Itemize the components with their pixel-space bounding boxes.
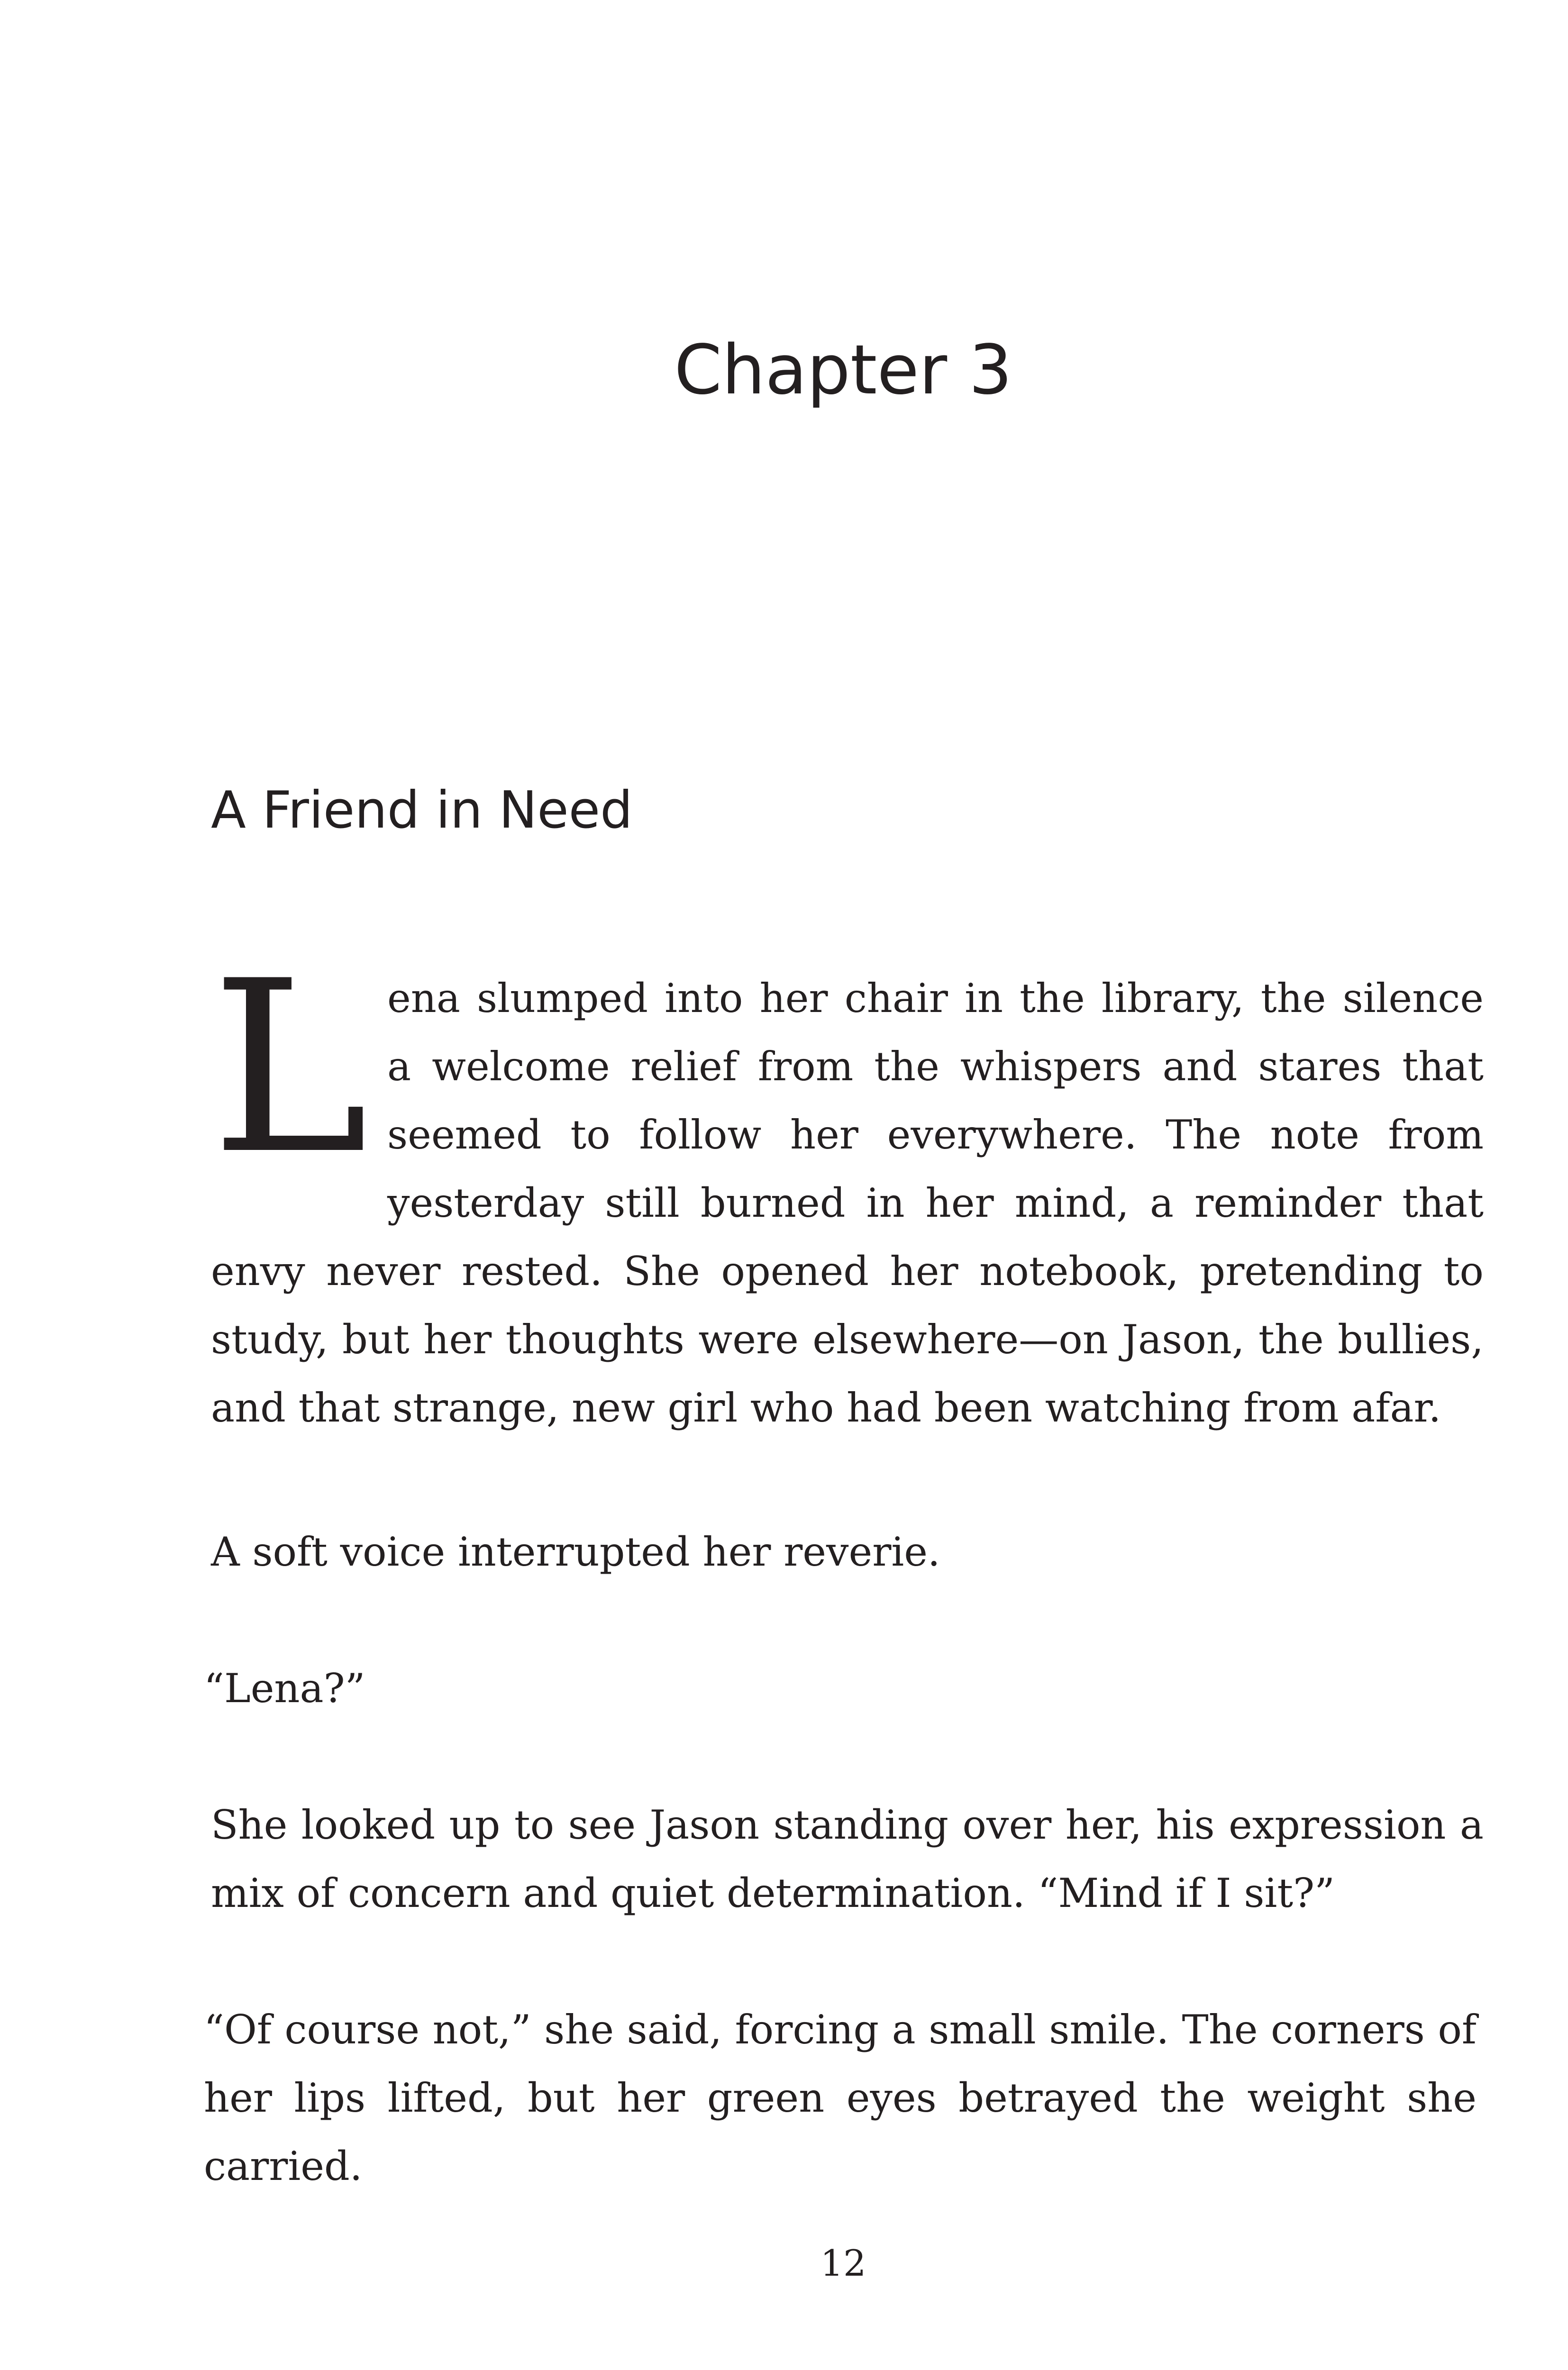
paragraph-1 <box>211 930 1484 1442</box>
paragraph-1-text: ena slumped into her chair in the library, the silence a welcome relief from the whispers and stares that seemed to follow her everywhere. The note from yesterday still burned in her mind, a reminder that envy never rested. She opened her notebook, pretending to study, but her thoughts were elsewhere—on Jason, the bullies, and that strange, new girl who had been watching from afar. <box>211 975 1484 1431</box>
section-title: A Friend in Need <box>211 781 633 840</box>
chapter-title: Chapter 3 <box>674 330 1012 410</box>
drop-cap: L <box>211 930 369 1206</box>
paragraph-2: A soft voice interrupted her reverie. <box>211 1529 940 1575</box>
paragraph-5: “Of course not,” she said, forcing a small smile. The corners of her lips lifted, but her green eyes betrayed the weight she carried. <box>204 2006 1477 2189</box>
paragraph-3: “Lena?” <box>204 1665 365 1712</box>
page-number: 12 <box>820 2242 866 2284</box>
paragraph-4: She looked up to see Jason standing over her, his expression a mix of concern and quiet determination. “Mind if I sit?” <box>211 1802 1484 1916</box>
